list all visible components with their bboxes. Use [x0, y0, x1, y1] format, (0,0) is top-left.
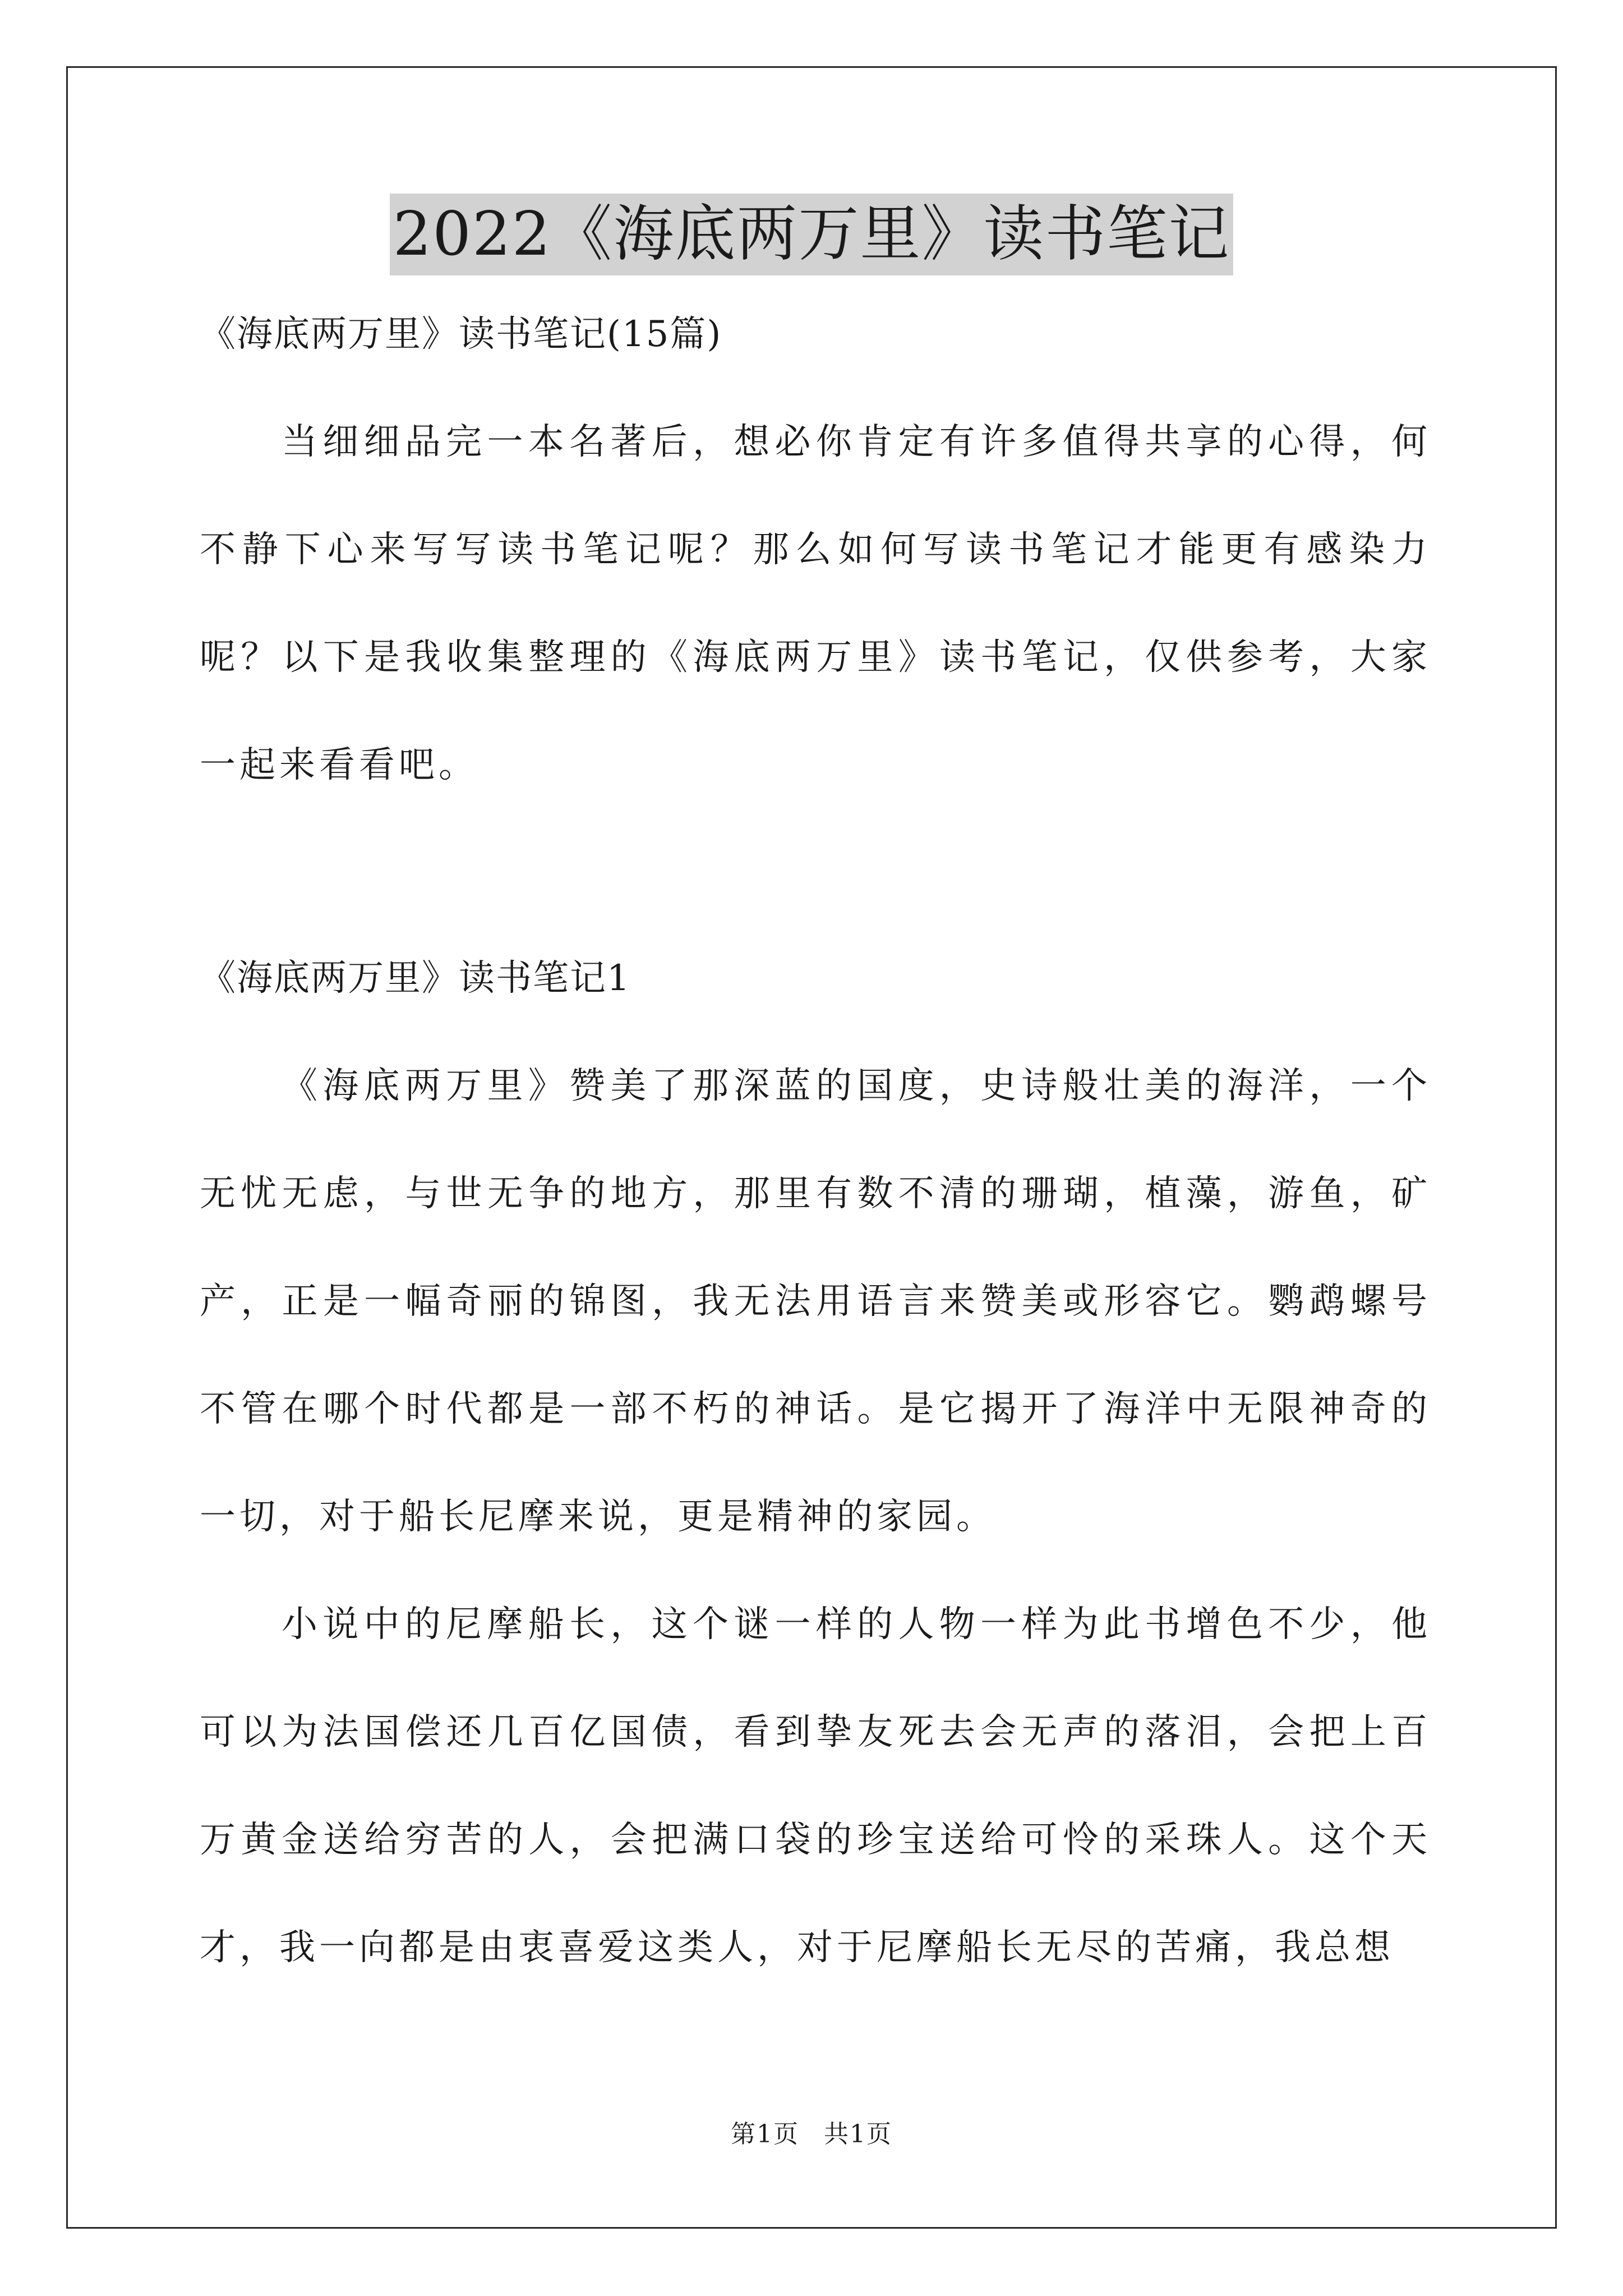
section-heading: 《海底两万里》读书笔记1 — [200, 958, 631, 999]
page-number-current: 第1页 — [731, 2120, 799, 2148]
page-number-total: 共1页 — [824, 2120, 892, 2148]
document-title — [0, 194, 1623, 275]
document-subtitle: 《海底两万里》读书笔记(15篇) — [200, 314, 722, 355]
page-footer — [0, 2118, 1623, 2151]
body-paragraph: 《海底两万里》赞美了那深蓝的国度，史诗般壮美的海洋，一个无忧无虑，与世无争的地方，那里有数不清的珊瑚，植藻，游鱼，矿产，正是一幅奇丽的锦图，我无法用语言来赞美或形容它。鹦鹉螺号不管在哪个时代都是一部不朽的神话。是它揭开了海洋中无限神奇的一切，对于船长尼摩来说，更是精神的家园。 — [200, 1065, 1431, 1538]
document-title-text: 2022《海底两万里》读书笔记 — [390, 194, 1234, 275]
intro-paragraph: 当细细品完一本名著后，想必你肯定有许多值得共享的心得，何不静下心来写写读书笔记呢？那么如何写读书笔记才能更有感染力呢？以下是我收集整理的《海底两万里》读书笔记，仅供参考，大家一起来看看吧。 — [200, 421, 1431, 786]
document-body — [200, 307, 1431, 2001]
body-paragraph: 小说中的尼摩船长，这个谜一样的人物一样为此书增色不少，他可以为法国偿还几百亿国债，看到挚友死去会无声的落泪，会把上百万黄金送给穷苦的人，会把满口袋的珍宝送给可怜的采珠人。这个天才，我一向都是由衷喜爱这类人，对于尼摩船长无尽的苦痛，我总想 — [200, 1604, 1431, 1968]
